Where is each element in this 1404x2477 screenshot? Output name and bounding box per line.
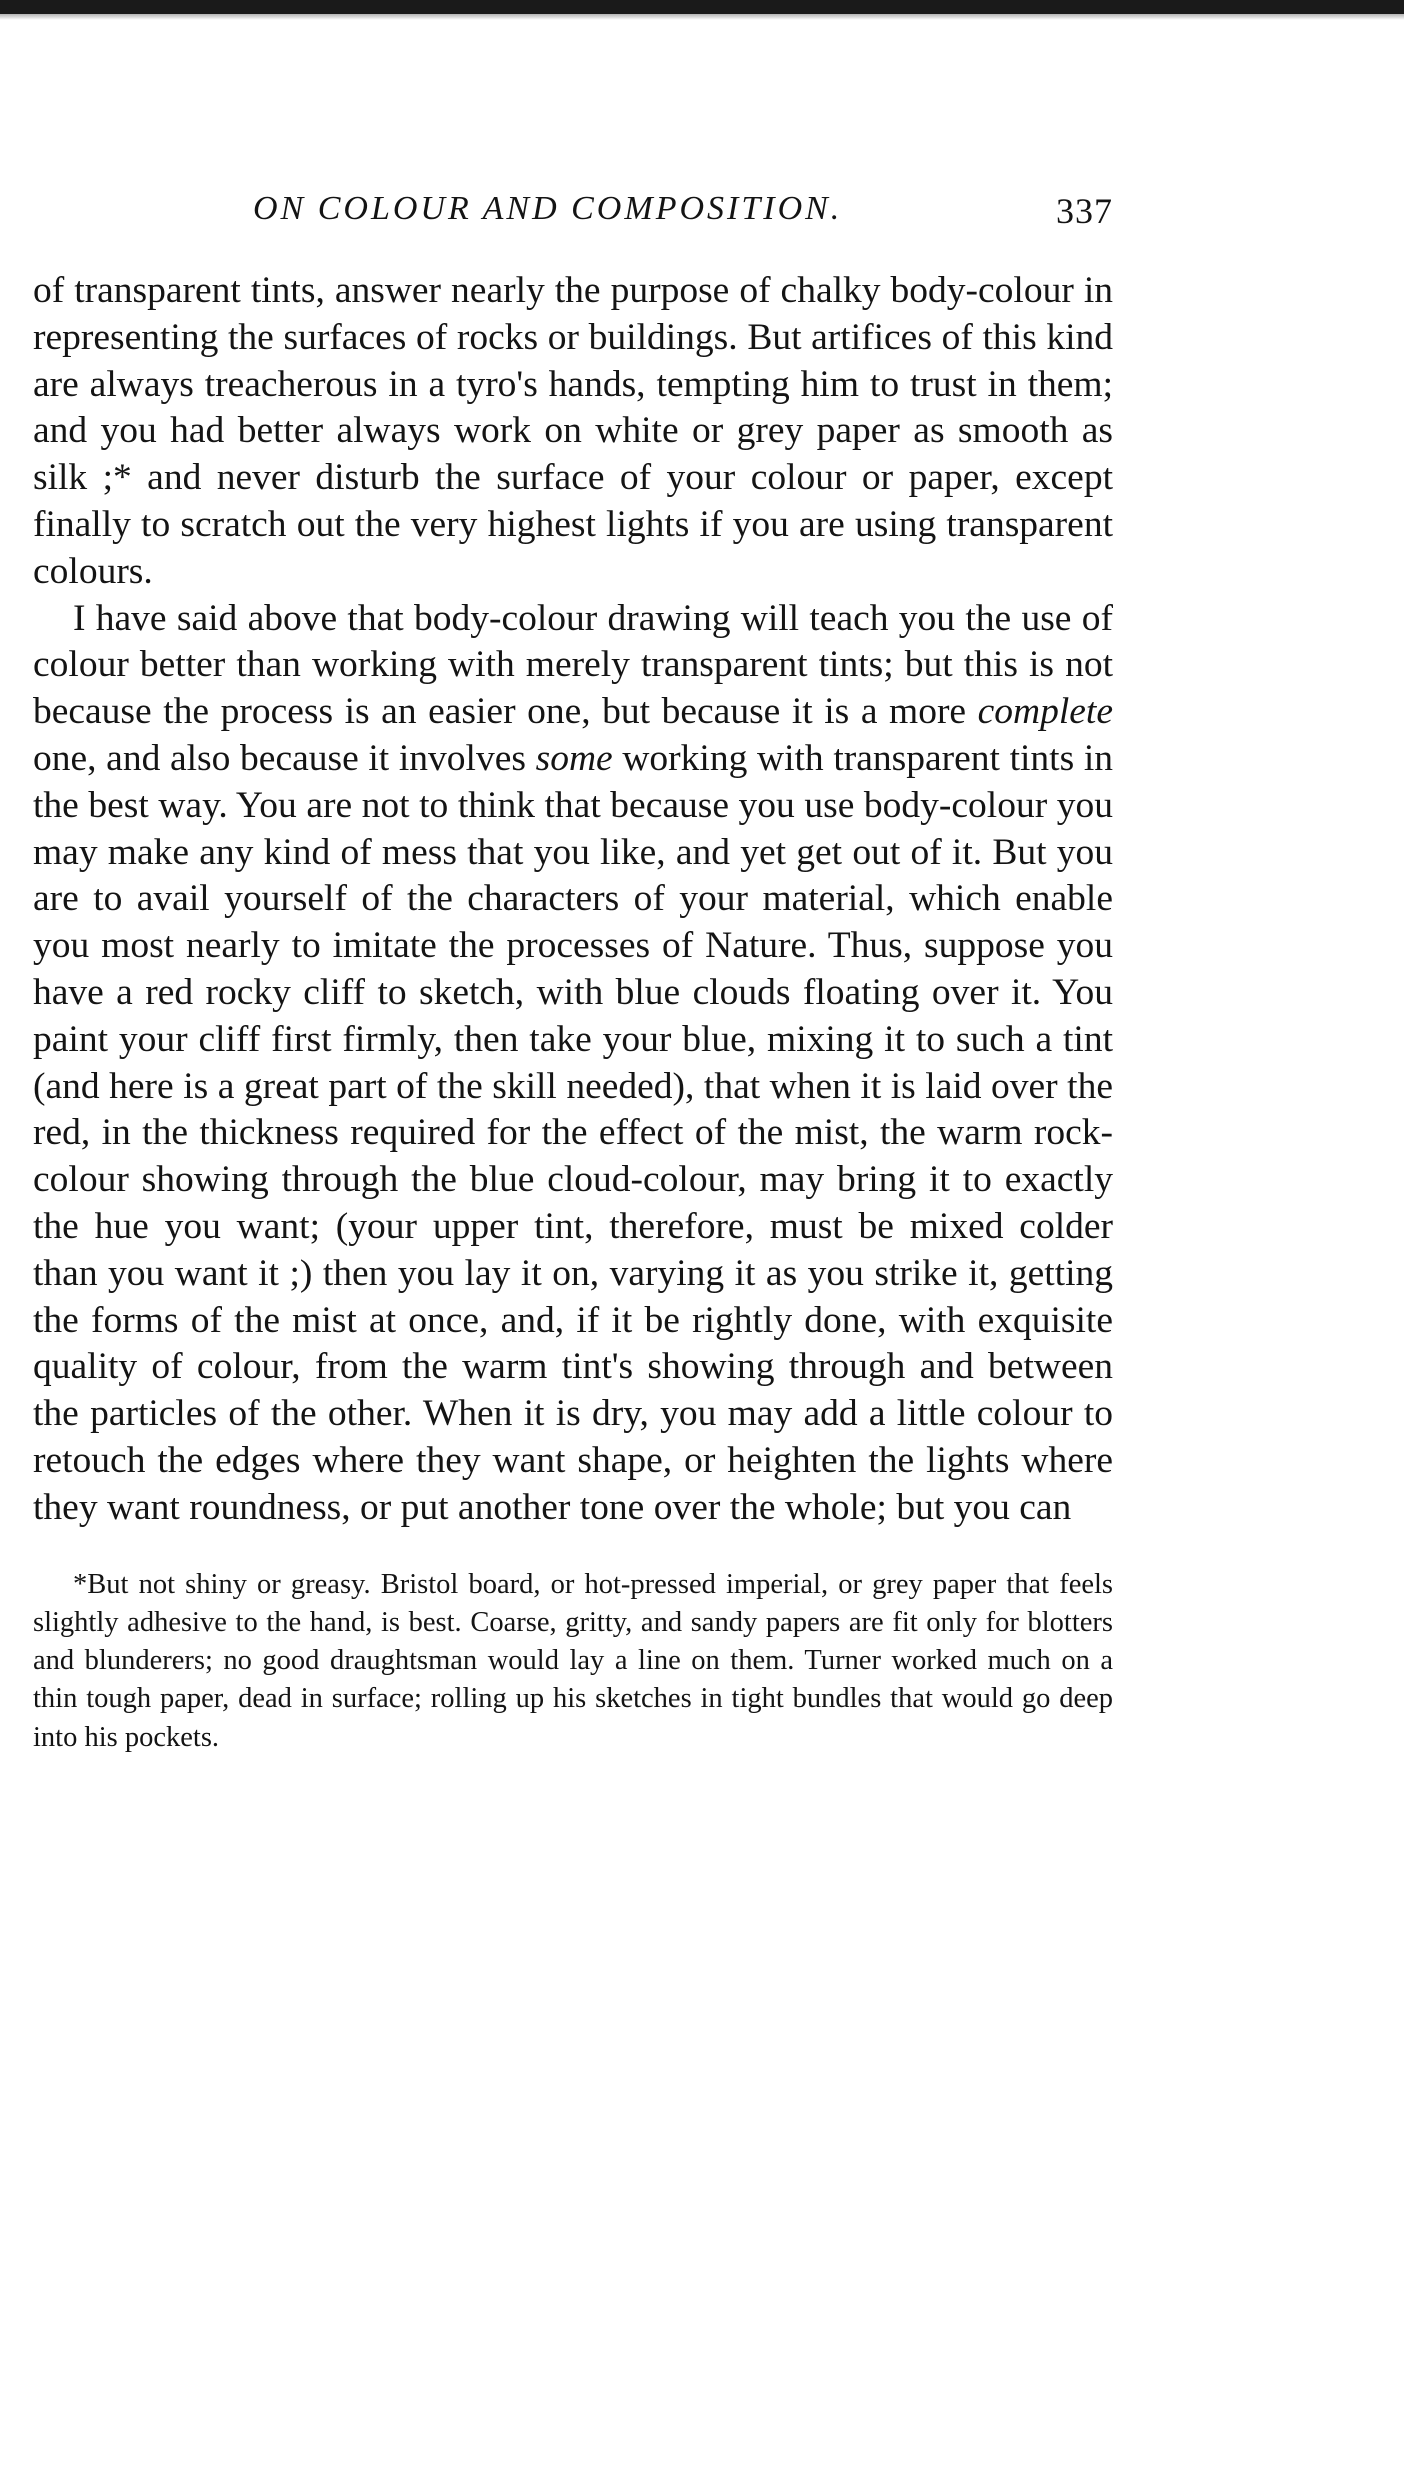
footnotes <box>33 1566 1113 1757</box>
running-head <box>33 190 1113 242</box>
paragraph-text: one, and also because it involves <box>33 737 536 779</box>
paragraph-text: working with transparent tints in the best way. You are not to think that because you use body-colour you may make any kind of mess that you like, and yet get out of it. But you are to avail yourself of the characters of your material, which enable you most nearly to imitate the processes of Nature. Thus, suppose you have a red rocky cliff to sketch, with blue clouds floating over it. You paint your cliff first firmly, then take your blue, mixing it to such a tint (and here is a great part of the skill needed), that when it is laid over the red, in the thickness required for the effect of the mist, the warm rock-colour showing through the blue cloud-colour, may bring it to exactly the hue you want; (your upper tint, therefore, must be mixed colder than you want it ;) then you lay it on, varying it as you strike it, getting the forms of the mist at once, and, if it be rightly done, with exquisite quality of colour, from the warm tint's showing through and between the particles of the other. When it is dry, you may add a little colour to retouch the edges where they want shape, or heighten the lights where they want roundness, or put another tone over the whole; but you can <box>33 737 1113 1528</box>
running-title: ON COLOUR AND COMPOSITION. <box>253 190 843 227</box>
emphasis-complete: complete <box>977 691 1113 733</box>
paragraph-text: I have said above that body-colour drawing will teach you the use of colour better than working with merely transparent tints; but this is not because the process is an easier one, but because it is a more <box>33 597 1113 733</box>
book-page <box>33 190 1113 1757</box>
top-edge-shadow <box>0 14 1404 20</box>
paragraph <box>33 596 1113 1532</box>
paragraph-continued: of transparent tints, answer nearly the purpose of chalky body-colour in representing the surfaces of rocks or buildings. But artifices of this kind are always treacherous in a tyro's hands, tempting him to trust in them; and you had better always work on white or grey paper as smooth as silk ;* and never disturb the surface of your colour or paper, except finally to scratch out the very highest lights if you are using transparent colours. <box>33 270 1113 592</box>
page-number: 337 <box>1056 191 1113 231</box>
emphasis-some: some <box>535 737 613 779</box>
footnote: *But not shiny or greasy. Bristol board, or hot-pressed imperial, or grey paper that feels slightly adhesive to the hand, is best. Coarse, gritty, and sandy papers are fit only for blotters and blunderers; no good draughtsman would lay a line on them. Turner worked much on a thin tough paper, dead in surface; rolling up his sketches in tight bundles that would go deep into his pockets. <box>33 1568 1113 1753</box>
main-text <box>33 268 1113 1532</box>
top-edge-rule <box>0 0 1404 14</box>
